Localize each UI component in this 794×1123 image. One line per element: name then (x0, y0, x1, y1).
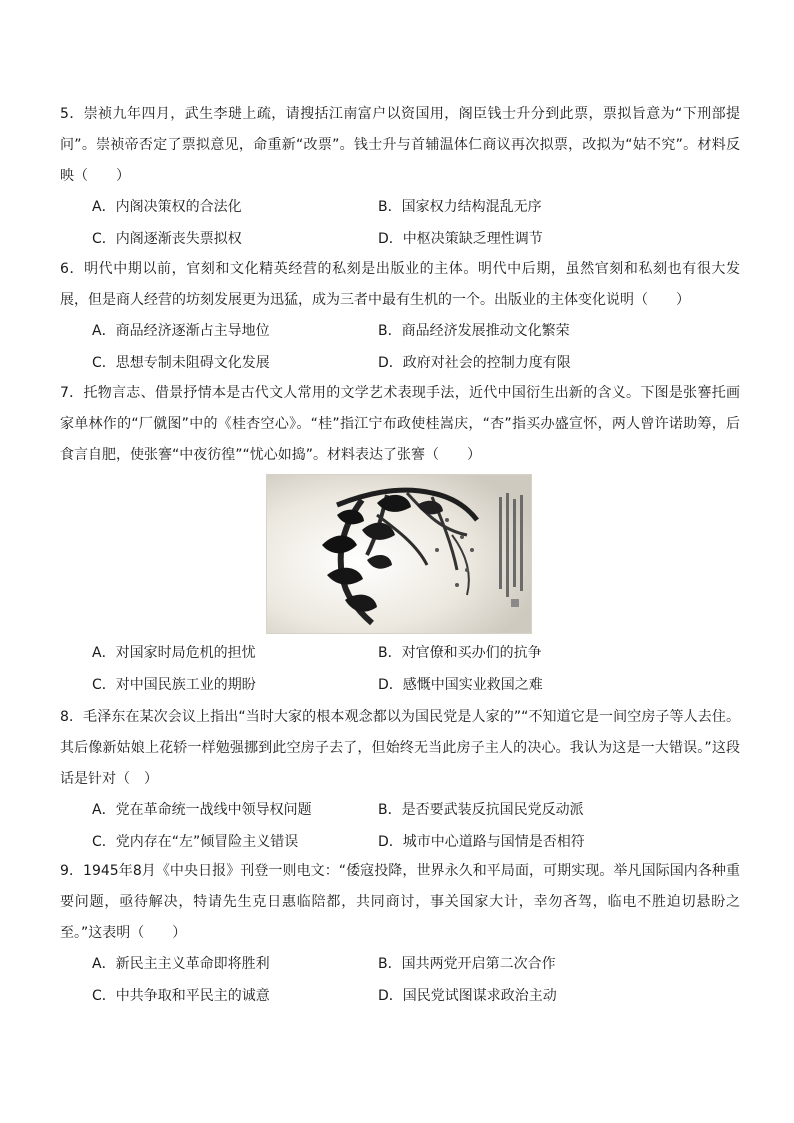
option-d[interactable]: D．城市中心道路与国情是否相符 (378, 834, 585, 850)
option-a[interactable]: A．商品经济逐渐占主导地位 (92, 323, 270, 339)
question-5 (60, 99, 740, 256)
question-9 (60, 856, 740, 1013)
question-stem: 9．1945年8月《中央日报》刊登一则电文：“倭寇投降，世界永久和平局面，可期实现。举凡国际国内各种重要问题，亟待解决，特请先生克日惠临陪都，共同商讨，事关国家大计，幸勿吝驾，临电不胜迫切悬盼之至。”这表明（ ） (60, 863, 740, 941)
option-b[interactable]: B．国共两党开启第二次合作 (378, 956, 556, 972)
option-d[interactable]: D．政府对社会的控制力度有限 (378, 355, 571, 371)
option-c[interactable]: C．内阁逐渐丧失票拟权 (92, 231, 242, 247)
question-8 (60, 702, 740, 859)
options-row-2 (60, 224, 740, 256)
options-row-1 (60, 795, 740, 827)
option-b[interactable]: B．国家权力结构混乱无序 (378, 199, 542, 215)
option-b[interactable]: B．是否要武装反抗国民党反动派 (378, 802, 584, 818)
question-6 (60, 254, 740, 380)
painting-artwork (267, 475, 531, 633)
question-stem: 6．明代中期以前，官刻和文化精英经营的私刻是出版业的主体。明代中后期，虽然官刻和私刻也有很大发展，但是商人经营的坊刻发展更为迅猛，成为三者中最有生机的一个。出版业的主体变化说明（ ） (60, 261, 740, 308)
options-row-2 (60, 670, 740, 702)
option-c[interactable]: C．对中国民族工业的期盼 (92, 677, 256, 693)
options-row-1 (60, 949, 740, 981)
painting-image (266, 474, 532, 634)
question-7-options (60, 638, 740, 702)
option-c[interactable]: C．中共争取和平民主的诚意 (92, 988, 270, 1004)
question-7 (60, 378, 740, 471)
option-d[interactable]: D．中枢决策缺乏理性调节 (378, 231, 543, 247)
option-a[interactable]: A．内阁决策权的合法化 (92, 199, 242, 215)
options-row-1 (60, 316, 740, 348)
options-row-1 (60, 638, 740, 670)
options-row-1 (60, 192, 740, 224)
option-a[interactable]: A．对国家时局危机的担忧 (92, 645, 256, 661)
option-a[interactable]: A．新民主主义革命即将胜利 (92, 956, 270, 972)
question-stem: 5．崇祯九年四月，武生李琎上疏，请搜括江南富户以资国用，阁臣钱士升分到此票，票拟旨意为“下刑部提问”。崇祯帝否定了票拟意见，命重新“改票”。钱士升与首辅温体仁商议再次拟票，改拟为“姑不究”。材料反映（ ） (60, 106, 740, 184)
option-b[interactable]: B．商品经济发展推动文化繁荣 (378, 323, 570, 339)
question-stem: 7．托物言志、借景抒情本是古代文人常用的文学艺术表现手法，近代中国衍生出新的含义。下图是张謇托画家单林作的“厂僦图”中的《桂杏空心》。“桂”指江宁布政使桂嵩庆，“杏”指买办盛宣怀，两人曾许诺助筹，后食言自肥，使张謇“中夜彷徨”“忧心如捣”。材料表达了张謇（ ） (60, 385, 740, 463)
options-row-2 (60, 981, 740, 1013)
option-d[interactable]: D．国民党试图谋求政治主动 (378, 988, 557, 1004)
option-d[interactable]: D．感慨中国实业救国之难 (378, 677, 543, 693)
options-row-2 (60, 827, 740, 859)
option-c[interactable]: C．思想专制未阻碍文化发展 (92, 355, 270, 371)
option-a[interactable]: A．党在革命统一战线中领导权问题 (92, 802, 312, 818)
question-stem: 8．毛泽东在某次会议上指出“当时大家的根本观念都以为国民党是人家的”“不知道它是一间空房子等人去住。其后像新姑娘上花轿一样勉强挪到此空房子去了，但始终无当此房子主人的决心。我认为这是一大错误。”这段话是针对（ ） (60, 709, 740, 787)
options-row-2 (60, 348, 740, 380)
option-c[interactable]: C．党内存在“左”倾冒险主义错误 (92, 834, 299, 850)
option-b[interactable]: B．对官僚和买办们的抗争 (378, 645, 542, 661)
